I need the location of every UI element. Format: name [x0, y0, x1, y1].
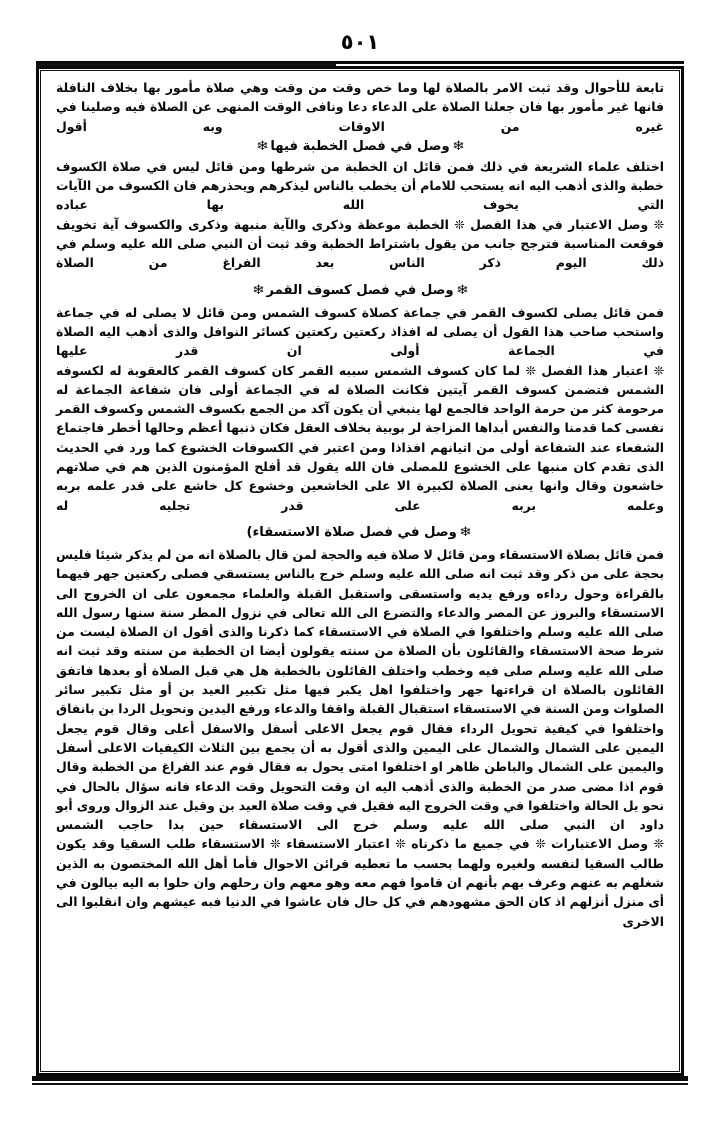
ornament-icon: ❄ — [255, 138, 269, 154]
page-frame-bottom-rule — [32, 1076, 688, 1081]
paragraph-block: فمن قائل بصلاة الاستسقاء ومن قائل لا صلاة فيه والحجة لمن قال بالصلاة انه من لم يذكر شيئا فليس بحجة على من ذكر وقد ثبت انه صلى الله عليه وسلم خرج بالناس يستسقي فصلى ركعتين جهر فيهما بالقراءة وحول رداءه ورفع يديه واستسقى واستقبل القبلة والعلماء مجمعون على ان الخروج الى الاستسقاء والبروز عن المصر والدعاء والتضرع الى الله تعالى في نزول المطر سنة سنها رسول الله صلى الله عليه وسلم واختلفوا في الصلاة في الاستسقاء كما ذكرنا والذى أقول ان الصلاة ليست من شرط صحة الاستسقاء والقائلون بأن الصلاة من سنته يقولون أيضا ان الخطبة من سنته وقد ثبت انه صلى الله عليه وسلم صلى فيه وخطب واختلف القائلون بالخطبة هل هي قبل الصلاة أو بعدها فاتفق القائلون بالصلاة ان قراءتها جهر واختلفوا اهل يكبر فيها مثل تكبير العيد بن أو مثل تكبير سائر الصلوات ومن السنة في الاستسقاء استقبال القبلة واقفا والدعاء ورفع اليدين ونحويل الردا بن بانفاق واختلفوا في كيفية تحويل الرداء فقال قوم يجعل الاعلى أسفل والاسفل أعلى وقال قوم يجعل اليمين على الشمال والشمال على اليمين والذى أقول به أن يجمع بين الثلاث الكيفيات الاعلى أسفل واليمين على الشمال والباطن ظاهر او اختلفوا امتى يحول به فقال قوم عند الفراغ من الخطبة وقال قوم اذا مضى صدر من الخطبة والذى أذهب اليه ان وقت التحويل وقت الدعاء فانه سؤال بالحال في نحو يل الحالة واختلفوا في وقت الخروج اليه فقيل في وقت صلاة العيد بن وقيل عند الزوال وروى أبو داود ان النبي صلى الله عليه وسلم خرج الى الاستسقاء حين بدا حاجب الشمس — [56, 546, 664, 833]
section-heading — [56, 139, 664, 154]
paragraph-block: ❊ اعتبار هذا الفصل ❊ لما كان كسوف الشمس سببه القمر كان كسوف القمر كالعقوبة له لكسوفه الشمس فتضمن كسوف القمر آيتين فكانت الصلاة له في الجماعة أولى فان شفاعة الجماعة له مرحومة كثر من حرمة الواحد فالجمع لها ينبغي أن يكون آكد من الجمع بكسوف الشمس وكسوف القمر نفسى كما قدمنا والنفس أبداها المزاجة لر بوبية بخلاف العقل فكان ذنبها أعظم وحالها أخطر فاجتماع الشفعاء عند الشفاعة أولى من اتيانهم افذاذا ومن اعتبر في الكسوفات الخشوع كما ورد في الحديث الذى تقدم كان منبها على الخشوع للمصلى فان الله يقول قد أفلح المؤمنون الذين هم في صلاتهم خاشعون وقال وانها يعنى الصلاة لكبيرة الا على الخاشعين وخشوع كل خاشع على قدر علمه بربه وعلمه بربه على قدر تجليه له — [56, 362, 664, 513]
paragraph-block: اختلف علماء الشريعة في ذلك فمن قائل ان الخطبة من شرطها ومن قائل ليس في صلاة الكسوف خطبة والذى أذهب اليه انه يستحب للامام أن يخطب بالناس ليذكرهم ويحذرهم فان الكسوف من الآيات التي يخوف الله بها عباده — [56, 158, 664, 213]
section-heading — [56, 525, 664, 540]
heading-closing-paren: ) — [246, 524, 253, 540]
ornament-icon: ❄ — [251, 282, 265, 298]
manuscript-text-body — [48, 78, 672, 1066]
paragraph-block: فمن قائل يصلى لكسوف القمر في جماعة كصلاة كسوف الشمس ومن قائل لا يصلى له في جماعة واستحب صاحب هذا القول أن يصلى له افذاذ ركعتين ركعتين كسائر النوافل والذى أذهب اليه الصلاة في الجماعة أولى ان قدر عليها — [56, 304, 664, 359]
section-heading — [56, 283, 664, 298]
ornament-icon: ❄ — [451, 138, 465, 154]
paragraph-block: تابعة للأحوال وقد ثبت الامر بالصلاة لها وما خص وقت من وقت وهي صلاة مأمور بها بخلاف النافلة فانها غير مأمور بها فان جعلنا الصلاة على الدعاء دعا ونافى الوقت المنهى عن الصلاة فيه وصلينا في غيره من الاوقات وبه أقول — [56, 80, 664, 134]
ornament-icon: ❄ — [455, 282, 469, 298]
section-heading-label: وصل في فصل الخطبة فيها — [270, 138, 450, 154]
section-heading-label: وصل في فصل كسوف القمر — [266, 282, 454, 298]
folio-rule — [36, 61, 684, 64]
paragraph-block: ❊ وصل الاعتبارات ❊ في جميع ما ذكرناه ❊ اعتبار الاستسقاء ❊ الاستسقاء طلب السقيا وقد يكون طالب السقيا لنفسه ولغيره ولهما بحسب ما تعطيه قرائن الاحوال فأما أهل الله المختصون به الذين شغلهم به عنهم وعرف بهم بأنهم ان قاموا فهم معه وهو معهم وان رحلهم وان حلوا به اليه بيالون في أى منزل أنزلهم اذ كان الحق مشهودهم في كل حال فان عاشوا في الدنيا فبه عيشهم وان انقلبوا الى الاخرى — [56, 836, 664, 929]
paragraph-block: ❊ وصل الاعتبار في هذا الفصل ❊ الخطبة موعظة وذكرى والآية منبهة وذكرى والكسوف آية تخويف فوقعت المناسبة فترجح جانب من يقول باشتراط الخطبة وقد ثبت أن النبي صلى الله عليه وسلم في ذلك اليوم ذكر الناس بعد الفراغ من الصلاة — [56, 216, 664, 271]
section-heading-label: وصل في فصل صلاة الاستسقاء — [252, 524, 457, 540]
page-frame-bottom-rule-secondary — [32, 1083, 688, 1085]
spacer — [56, 273, 664, 278]
spacer — [56, 515, 664, 520]
page-number: ٥٠١ — [340, 30, 380, 54]
ornament-icon: ❄ — [459, 524, 472, 540]
